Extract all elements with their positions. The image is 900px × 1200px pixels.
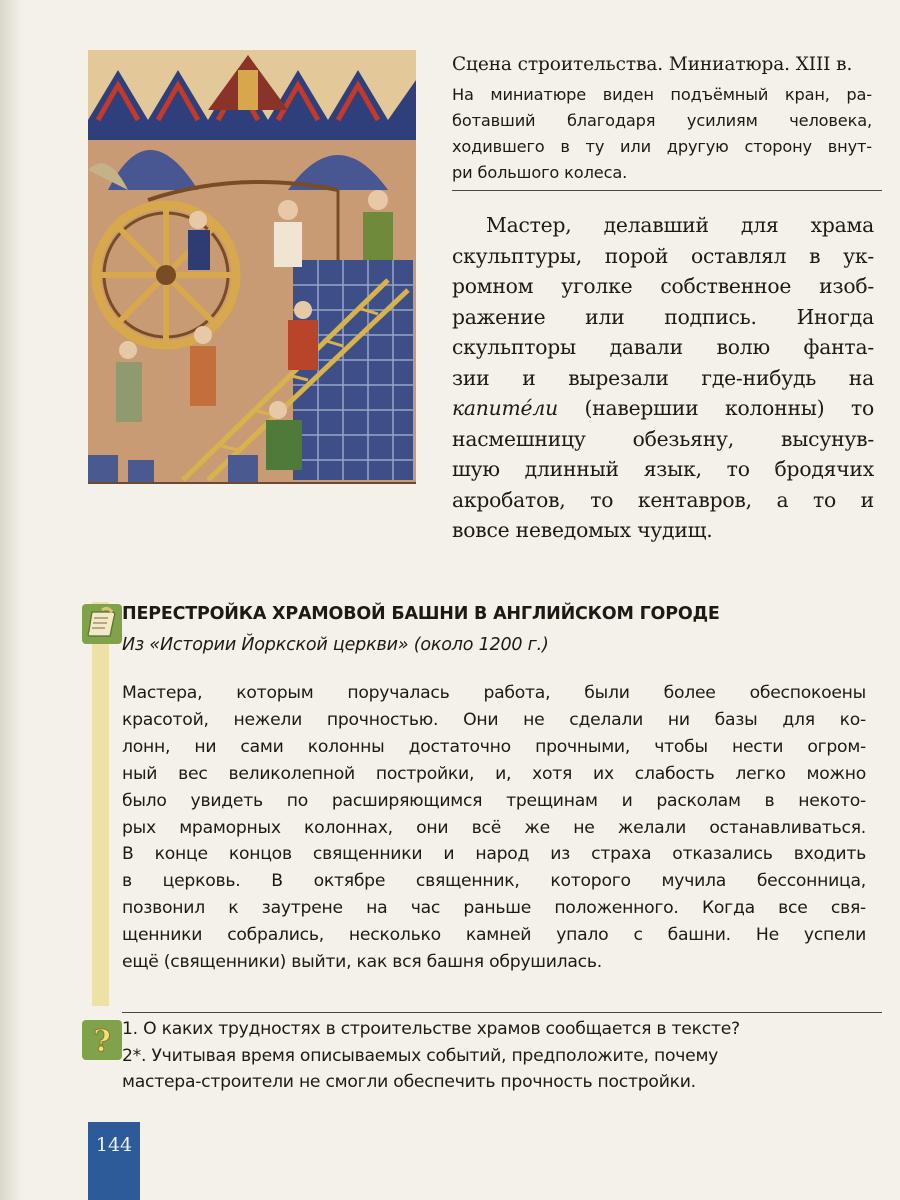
- term-rest: (навершии колонны) то: [557, 396, 874, 420]
- questions-divider: [122, 1012, 882, 1013]
- page-number: 144: [95, 1134, 133, 1156]
- source-line: позвонил к заутрене на час раньше положенного. Когда все свя-: [122, 898, 866, 919]
- scroll-icon: [82, 604, 122, 644]
- question-1: 1. О каких трудностях в строительстве храмов сообщается в тексте?: [122, 1019, 740, 1039]
- caption-title: Сцена строительства. Миниатюра. XIII в.: [452, 54, 853, 75]
- source-accent-bar: [92, 602, 109, 1006]
- main-paragraph: [452, 210, 874, 546]
- image-caption: [452, 52, 872, 186]
- source-line: ный вес великолепной постройки, и, хотя их слабость легко можно: [122, 763, 866, 784]
- source-line: красотой, нежели прочностью. Они не сделали ни базы для ко-: [122, 709, 866, 730]
- caption-line: ботавший благодаря усилиям человека,: [452, 111, 872, 130]
- question-2-continued: мастера-строители не смогли обеспечить прочность постройки.: [122, 1072, 696, 1092]
- caption-line: На миниатюре виден подъёмный кран, ра-: [452, 85, 872, 104]
- page-gutter: [0, 0, 22, 1200]
- source-text: [122, 680, 866, 976]
- main-line: скульптуры, порой оставлял в ук-: [452, 243, 874, 268]
- source-line: ещё (священники) выйти, как вся башня обрушилась.: [122, 952, 602, 973]
- source-line: В конце концов священники и народ из страха отказались входить: [122, 844, 866, 865]
- question-icon: [82, 1020, 122, 1060]
- caption-body: [452, 82, 872, 186]
- source-line: в церковь. В октябре священник, которого мучила бессонница,: [122, 871, 866, 892]
- term-capital: капите́ли: [452, 396, 558, 420]
- source-title: ПЕРЕСТРОЙКА ХРАМОВОЙ БАШНИ В АНГЛИЙСКОМ ГОРОДЕ: [122, 604, 720, 624]
- source-line: щенники собрались, несколько камней упало с башни. Не успели: [122, 925, 866, 946]
- main-line: ражение или подпись. Иногда: [452, 304, 874, 329]
- caption-line: ри большого колеса.: [452, 163, 628, 182]
- main-line: насмешницу обезьяну, высунув-: [452, 426, 874, 451]
- main-line-with-term: [452, 393, 874, 424]
- source-line: Мастера, которым поручалась работа, были более обеспокоены: [122, 683, 866, 703]
- main-line: зии и вырезали где-нибудь на: [452, 365, 874, 390]
- main-line: шую длинный язык, то бродячих: [452, 457, 874, 481]
- main-line: Мастер, делавший для храма: [486, 213, 874, 237]
- construction-miniature-image: [88, 50, 416, 484]
- caption-divider: [452, 190, 882, 191]
- svg-text:?: ?: [93, 1024, 111, 1059]
- question-2: 2*. Учитывая время описываемых событий, предположите, почему: [122, 1045, 719, 1066]
- main-line: акробатов, то кентавров, а то и: [452, 487, 874, 512]
- source-line: рых мраморных колоннах, они всё же не желали останавливаться.: [122, 817, 866, 838]
- source-subtitle: Из «Истории Йоркской церкви» (около 1200 г.): [122, 635, 549, 655]
- main-line: скульпторы давали волю фанта-: [452, 335, 874, 359]
- questions-block: [122, 1016, 872, 1096]
- main-line: вовсе неведомых чудищ.: [452, 518, 713, 542]
- caption-line: ходившего в ту или другую сторону внут-: [452, 137, 872, 156]
- source-line: было увидеть по расширяющимся трещинам и расколам в некото-: [122, 790, 866, 811]
- source-line: лонн, ни сами колонны достаточно прочными, чтобы нести огром-: [122, 736, 866, 757]
- main-line: ромном уголке собственное изоб-: [452, 274, 874, 298]
- miniature-drawing: [88, 50, 416, 482]
